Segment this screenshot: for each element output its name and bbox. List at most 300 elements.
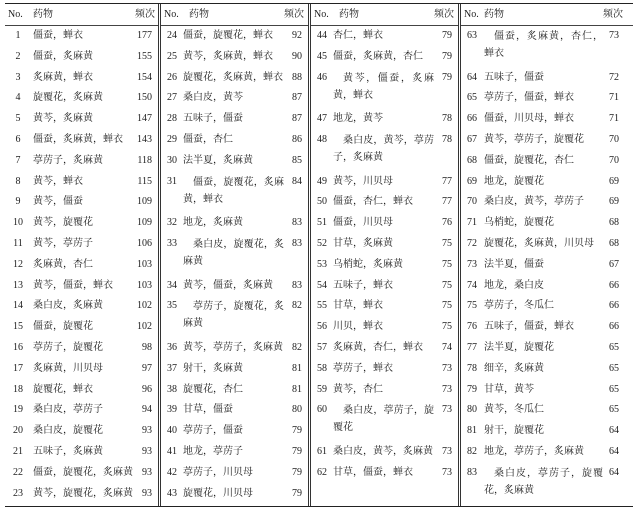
column-group-4: [458, 4, 633, 506]
row-number: 49: [317, 175, 327, 187]
table-row: [161, 463, 308, 484]
row-number: 55: [317, 300, 327, 312]
table-row: [311, 338, 458, 359]
column-group-2: [158, 4, 308, 506]
drug-combination: 桑白皮，葶苈子，旋覆花，炙麻黄: [484, 467, 603, 496]
drug-combination: 僵蚕，旋覆花: [33, 321, 93, 333]
header-drug: 药物: [189, 9, 209, 20]
frequency: 67: [609, 258, 619, 270]
table-row: [311, 359, 458, 380]
table-row: [311, 317, 458, 338]
table-row: [311, 400, 458, 442]
frequency: 155: [137, 50, 152, 62]
frequency: 69: [609, 196, 619, 208]
drug-combination: 黄芩，炙麻黄: [33, 113, 93, 125]
row-number: 54: [317, 279, 327, 291]
frequency: 83: [292, 237, 302, 249]
frequency: 82: [292, 341, 302, 353]
header-row: [461, 4, 633, 26]
frequency: 86: [292, 133, 302, 145]
row-number: 68: [467, 154, 477, 166]
row-number: 32: [167, 217, 177, 229]
drug-combination: 桑白皮，旋覆花: [33, 425, 103, 437]
table-row: [161, 109, 308, 130]
table-row: [161, 151, 308, 172]
drug-combination: 黄芩，冬瓜仁: [484, 404, 544, 416]
row-number: 48: [317, 133, 327, 145]
header-row: [161, 4, 308, 26]
column-group-3: [308, 4, 458, 506]
frequency: 102: [137, 300, 152, 312]
table-row: [461, 130, 633, 151]
frequency: 79: [292, 445, 302, 457]
table-row: [161, 421, 308, 442]
table-row: [461, 109, 633, 130]
row-number: 75: [467, 300, 477, 312]
header-frequency: 频次: [135, 9, 155, 20]
drug-combination: 细辛，炙麻黄: [484, 362, 544, 374]
drug-combination: 甘草，僵蚕，蝉衣: [333, 466, 413, 478]
frequency: 106: [137, 237, 152, 249]
table-row: [461, 400, 633, 421]
drug-combination: 黄芩，僵蚕，炙麻黄: [183, 279, 273, 291]
drug-combination: 黄芩，僵蚕，炙麻黄，蝉衣: [333, 72, 434, 101]
table-row: [5, 172, 158, 193]
frequency: 92: [292, 30, 302, 41]
row-number: 1: [15, 30, 21, 41]
frequency: 68: [609, 217, 619, 229]
table-row: [461, 421, 633, 442]
table-body: [461, 26, 633, 504]
drug-combination: 地龙，旋覆花: [484, 175, 544, 187]
row-number: 46: [317, 71, 327, 83]
drug-combination: 桑白皮，葶苈子，旋覆花: [333, 405, 434, 434]
frequency: 66: [609, 300, 619, 312]
row-number: 16: [13, 341, 23, 353]
row-number: 20: [13, 425, 23, 437]
frequency: 79: [292, 487, 302, 499]
row-number: 78: [467, 362, 477, 374]
drug-combination: 炙麻黄，蝉衣: [33, 71, 93, 83]
drug-combination: 僵蚕，旋覆花，蝉衣: [183, 30, 273, 41]
frequency: 75: [442, 321, 452, 333]
table-body: [311, 26, 458, 484]
row-number: 3: [15, 71, 21, 83]
row-number: 23: [13, 487, 23, 499]
frequency: 71: [609, 92, 619, 104]
table-row: [161, 130, 308, 151]
frequency: 85: [292, 154, 302, 166]
row-number: 69: [467, 175, 477, 187]
row-number: 44: [317, 30, 327, 41]
table-row: [311, 192, 458, 213]
table-row: [5, 68, 158, 89]
frequency: 118: [137, 154, 152, 166]
frequency: 81: [292, 383, 302, 395]
frequency: 64: [609, 445, 619, 457]
table-row: [311, 442, 458, 463]
drug-combination: 黄芩，葶苈子，炙麻黄: [183, 341, 283, 353]
herb-combination-frequency-table: [5, 3, 633, 507]
drug-combination: 乌梢蛇，炙麻黄: [333, 258, 403, 270]
row-number: 59: [317, 383, 327, 395]
table-row: [5, 484, 158, 505]
table-row: [5, 442, 158, 463]
table-row: [311, 276, 458, 297]
row-number: 9: [15, 196, 21, 208]
frequency: 109: [137, 217, 152, 229]
frequency: 75: [442, 237, 452, 249]
frequency: 64: [609, 425, 619, 437]
frequency: 97: [142, 362, 152, 374]
row-number: 27: [167, 92, 177, 104]
drug-combination: 桑白皮，葶苈子: [33, 404, 103, 416]
row-number: 12: [13, 258, 23, 270]
drug-combination: 地龙，黄芩: [333, 113, 383, 125]
table-row: [311, 68, 458, 110]
drug-combination: 五味子，蝉衣: [333, 279, 393, 291]
row-number: 58: [317, 362, 327, 374]
table-row: [161, 234, 308, 276]
table-row: [5, 109, 158, 130]
table-row: [311, 26, 458, 47]
frequency: 73: [442, 466, 452, 478]
row-number: 28: [167, 113, 177, 125]
frequency: 150: [137, 92, 152, 104]
drug-combination: 黄芩，僵蚕: [33, 196, 83, 208]
drug-combination: 黄芩，炙麻黄，蝉衣: [183, 50, 273, 62]
row-number: 17: [13, 362, 23, 374]
table-row: [5, 151, 158, 172]
frequency: 109: [137, 196, 152, 208]
table-row: [161, 338, 308, 359]
header-no: No.: [8, 9, 23, 20]
table-row: [161, 276, 308, 297]
drug-combination: 旋覆花，杏仁: [183, 383, 243, 395]
row-number: 11: [13, 237, 23, 249]
table-row: [461, 172, 633, 193]
table-row: [461, 442, 633, 463]
drug-combination: 甘草，黄芩: [484, 383, 534, 395]
drug-combination: 僵蚕，杏仁: [183, 133, 233, 145]
row-number: 30: [167, 154, 177, 166]
table-row: [5, 463, 158, 484]
row-number: 53: [317, 258, 327, 270]
frequency: 84: [292, 175, 302, 187]
frequency: 75: [442, 258, 452, 270]
frequency: 65: [609, 362, 619, 374]
row-number: 25: [167, 50, 177, 62]
table-row: [5, 359, 158, 380]
frequency: 74: [442, 341, 452, 353]
drug-combination: 五味子，僵蚕，蝉衣: [484, 321, 574, 333]
frequency: 102: [137, 321, 152, 333]
frequency: 83: [292, 217, 302, 229]
drug-combination: 僵蚕，川贝母，蝉衣: [484, 113, 574, 125]
drug-combination: 桑白皮，黄芩，炙麻黄: [333, 445, 433, 457]
drug-combination: 黄芩，杏仁: [333, 383, 383, 395]
drug-combination: 甘草，蝉衣: [333, 300, 383, 312]
frequency: 81: [292, 362, 302, 374]
header-no: No.: [314, 9, 329, 20]
row-number: 57: [317, 341, 327, 353]
drug-combination: 五味子，僵蚕: [183, 113, 243, 125]
row-number: 43: [167, 487, 177, 499]
row-number: 63: [467, 30, 477, 41]
row-number: 14: [13, 300, 23, 312]
table-row: [461, 213, 633, 234]
frequency: 103: [137, 279, 152, 291]
table-row: [161, 68, 308, 89]
frequency: 79: [442, 71, 452, 83]
table-row: [311, 463, 458, 484]
frequency: 93: [142, 487, 152, 499]
row-number: 15: [13, 321, 23, 333]
drug-combination: 地龙，葶苈子，炙麻黄: [484, 445, 584, 457]
drug-combination: 甘草，炙麻黄: [333, 237, 393, 249]
drug-combination: 葶苈子，僵蚕，蝉衣: [484, 92, 574, 104]
frequency: 143: [137, 133, 152, 145]
drug-combination: 葶苈子，旋覆花，炙麻黄: [183, 301, 284, 330]
table-row: [311, 172, 458, 193]
table-body: [5, 26, 158, 504]
row-number: 73: [467, 258, 477, 270]
header-drug: 药物: [33, 9, 53, 20]
row-number: 2: [15, 50, 21, 62]
drug-combination: 桑白皮，黄芩，葶苈子: [484, 196, 584, 208]
frequency: 70: [609, 154, 619, 166]
row-number: 41: [167, 445, 177, 457]
row-number: 62: [317, 466, 327, 478]
row-number: 60: [317, 404, 327, 416]
header-row: [5, 4, 158, 26]
drug-combination: 黄芩，旋覆花: [33, 217, 93, 229]
table-row: [461, 68, 633, 89]
table-row: [311, 234, 458, 255]
table-row: [5, 380, 158, 401]
row-number: 64: [467, 71, 477, 83]
table-row: [461, 380, 633, 401]
frequency: 147: [137, 113, 152, 125]
drug-combination: 葶苈子，蝉衣: [333, 362, 393, 374]
table-row: [311, 213, 458, 234]
frequency: 75: [442, 279, 452, 291]
table-row: [161, 359, 308, 380]
drug-combination: 射干，炙麻黄: [183, 362, 243, 374]
row-number: 45: [317, 50, 327, 62]
drug-combination: 地龙，桑白皮: [484, 279, 544, 291]
row-number: 10: [13, 217, 23, 229]
row-number: 35: [167, 300, 177, 312]
frequency: 76: [442, 217, 452, 229]
frequency: 73: [442, 362, 452, 374]
row-number: 22: [13, 466, 23, 478]
drug-combination: 葶苈子，川贝母: [183, 466, 253, 478]
row-number: 34: [167, 279, 177, 291]
row-number: 51: [317, 217, 327, 229]
drug-combination: 僵蚕，旋覆花，杏仁: [484, 154, 574, 166]
drug-combination: 旋覆花，炙麻黄，川贝母: [484, 237, 594, 249]
drug-combination: 黄芩，葶苈子，旋覆花: [484, 133, 584, 145]
row-number: 31: [167, 175, 177, 187]
table-row: [5, 26, 158, 47]
row-number: 42: [167, 466, 177, 478]
row-number: 18: [13, 383, 23, 395]
frequency: 69: [609, 175, 619, 187]
frequency: 65: [609, 341, 619, 353]
frequency: 65: [609, 404, 619, 416]
frequency: 75: [442, 300, 452, 312]
table-row: [461, 88, 633, 109]
frequency: 65: [609, 383, 619, 395]
drug-combination: 黄芩，蝉衣: [33, 175, 83, 187]
header-frequency: 频次: [603, 9, 623, 20]
drug-combination: 僵蚕，炙麻黄，蝉衣: [33, 133, 123, 145]
table-row: [5, 317, 158, 338]
table-row: [311, 255, 458, 276]
frequency: 96: [142, 383, 152, 395]
frequency: 90: [292, 50, 302, 62]
row-number: 37: [167, 362, 177, 374]
table-row: [461, 192, 633, 213]
row-number: 21: [13, 445, 23, 457]
drug-combination: 黄芩，葶苈子: [33, 237, 93, 249]
frequency: 80: [292, 404, 302, 416]
frequency: 64: [609, 466, 619, 478]
row-number: 80: [467, 404, 477, 416]
drug-combination: 僵蚕，炙麻黄: [33, 50, 93, 62]
frequency: 73: [442, 383, 452, 395]
table-row: [5, 296, 158, 317]
frequency: 115: [137, 175, 152, 187]
frequency: 77: [442, 196, 452, 208]
drug-combination: 旋覆花，川贝母: [183, 487, 253, 499]
drug-combination: 葶苈子，僵蚕: [183, 425, 243, 437]
row-number: 4: [15, 92, 21, 104]
table-row: [311, 380, 458, 401]
frequency: 83: [292, 279, 302, 291]
drug-combination: 葶苈子，旋覆花: [33, 341, 103, 353]
header-drug: 药物: [339, 9, 359, 20]
drug-combination: 僵蚕，炙麻黄，杏仁: [333, 50, 423, 62]
frequency: 88: [292, 71, 302, 83]
frequency: 71: [609, 113, 619, 125]
row-number: 72: [467, 237, 477, 249]
row-number: 13: [13, 279, 23, 291]
drug-combination: 僵蚕，蝉衣: [33, 30, 83, 41]
table-row: [5, 213, 158, 234]
drug-combination: 旋覆花，炙麻黄，蝉衣: [183, 71, 283, 83]
table-row: [5, 421, 158, 442]
drug-combination: 葶苈子，冬瓜仁: [484, 300, 554, 312]
table-row: [161, 400, 308, 421]
drug-combination: 法半夏，僵蚕: [484, 258, 544, 270]
row-number: 47: [317, 113, 327, 125]
row-number: 77: [467, 341, 477, 353]
table-row: [461, 276, 633, 297]
row-number: 19: [13, 404, 23, 416]
frequency: 87: [292, 92, 302, 104]
row-number: 83: [467, 466, 477, 478]
drug-combination: 川贝，蝉衣: [333, 321, 383, 333]
drug-combination: 僵蚕，旋覆花，炙麻黄: [33, 466, 133, 478]
table-row: [311, 109, 458, 130]
drug-combination: 乌梢蛇，旋覆花: [484, 217, 554, 229]
frequency: 78: [442, 133, 452, 145]
table-row: [461, 255, 633, 276]
drug-combination: 炙麻黄，川贝母: [33, 362, 103, 374]
table-row: [5, 130, 158, 151]
drug-combination: 桑白皮，黄芩，葶苈子，炙麻黄: [333, 134, 434, 163]
frequency: 98: [142, 341, 152, 353]
drug-combination: 桑白皮，黄芩: [183, 92, 243, 104]
row-number: 70: [467, 196, 477, 208]
row-number: 38: [167, 383, 177, 395]
drug-combination: 僵蚕，炙麻黄，杏仁，蝉衣: [484, 31, 603, 59]
row-number: 82: [467, 445, 477, 457]
frequency: 82: [292, 300, 302, 312]
table-row: [161, 380, 308, 401]
drug-combination: 葶苈子，炙麻黄: [33, 154, 103, 166]
drug-combination: 桑白皮，炙麻黄: [33, 300, 103, 312]
table-row: [461, 234, 633, 255]
drug-combination: 法半夏，炙麻黄: [183, 154, 253, 166]
row-number: 6: [15, 133, 21, 145]
frequency: 87: [292, 113, 302, 125]
row-number: 81: [467, 425, 477, 437]
row-number: 50: [317, 196, 327, 208]
table-row: [161, 442, 308, 463]
table-row: [161, 296, 308, 338]
drug-combination: 五味子，炙麻黄: [33, 445, 103, 457]
column-group-1: [5, 4, 158, 506]
drug-combination: 五味子，僵蚕: [484, 71, 544, 83]
table-row: [461, 296, 633, 317]
drug-combination: 射干，旋覆花: [484, 425, 544, 437]
header-frequency: 频次: [434, 9, 454, 20]
drug-combination: 旋覆花，炙麻黄: [33, 92, 103, 104]
table-row: [161, 172, 308, 214]
table-body: [161, 26, 308, 504]
table-row: [161, 484, 308, 505]
row-number: 67: [467, 133, 477, 145]
frequency: 70: [609, 133, 619, 145]
table-row: [461, 359, 633, 380]
drug-combination: 黄芩，旋覆花，炙麻黄: [33, 487, 133, 499]
row-number: 61: [317, 445, 327, 457]
drug-combination: 甘草，僵蚕: [183, 404, 233, 416]
frequency: 66: [609, 279, 619, 291]
drug-combination: 黄芩，川贝母: [333, 175, 393, 187]
frequency: 79: [442, 30, 452, 41]
table-row: [161, 88, 308, 109]
frequency: 66: [609, 321, 619, 333]
frequency: 103: [137, 258, 152, 270]
row-number: 8: [15, 175, 21, 187]
header-drug: 药物: [484, 9, 504, 20]
drug-combination: 僵蚕，川贝母: [333, 217, 393, 229]
row-number: 33: [167, 237, 177, 249]
frequency: 73: [442, 404, 452, 416]
header-frequency: 频次: [284, 9, 304, 20]
frequency: 77: [442, 175, 452, 187]
frequency: 73: [609, 30, 619, 41]
table-row: [161, 213, 308, 234]
frequency: 79: [292, 466, 302, 478]
row-number: 39: [167, 404, 177, 416]
frequency: 79: [442, 50, 452, 62]
frequency: 93: [142, 466, 152, 478]
